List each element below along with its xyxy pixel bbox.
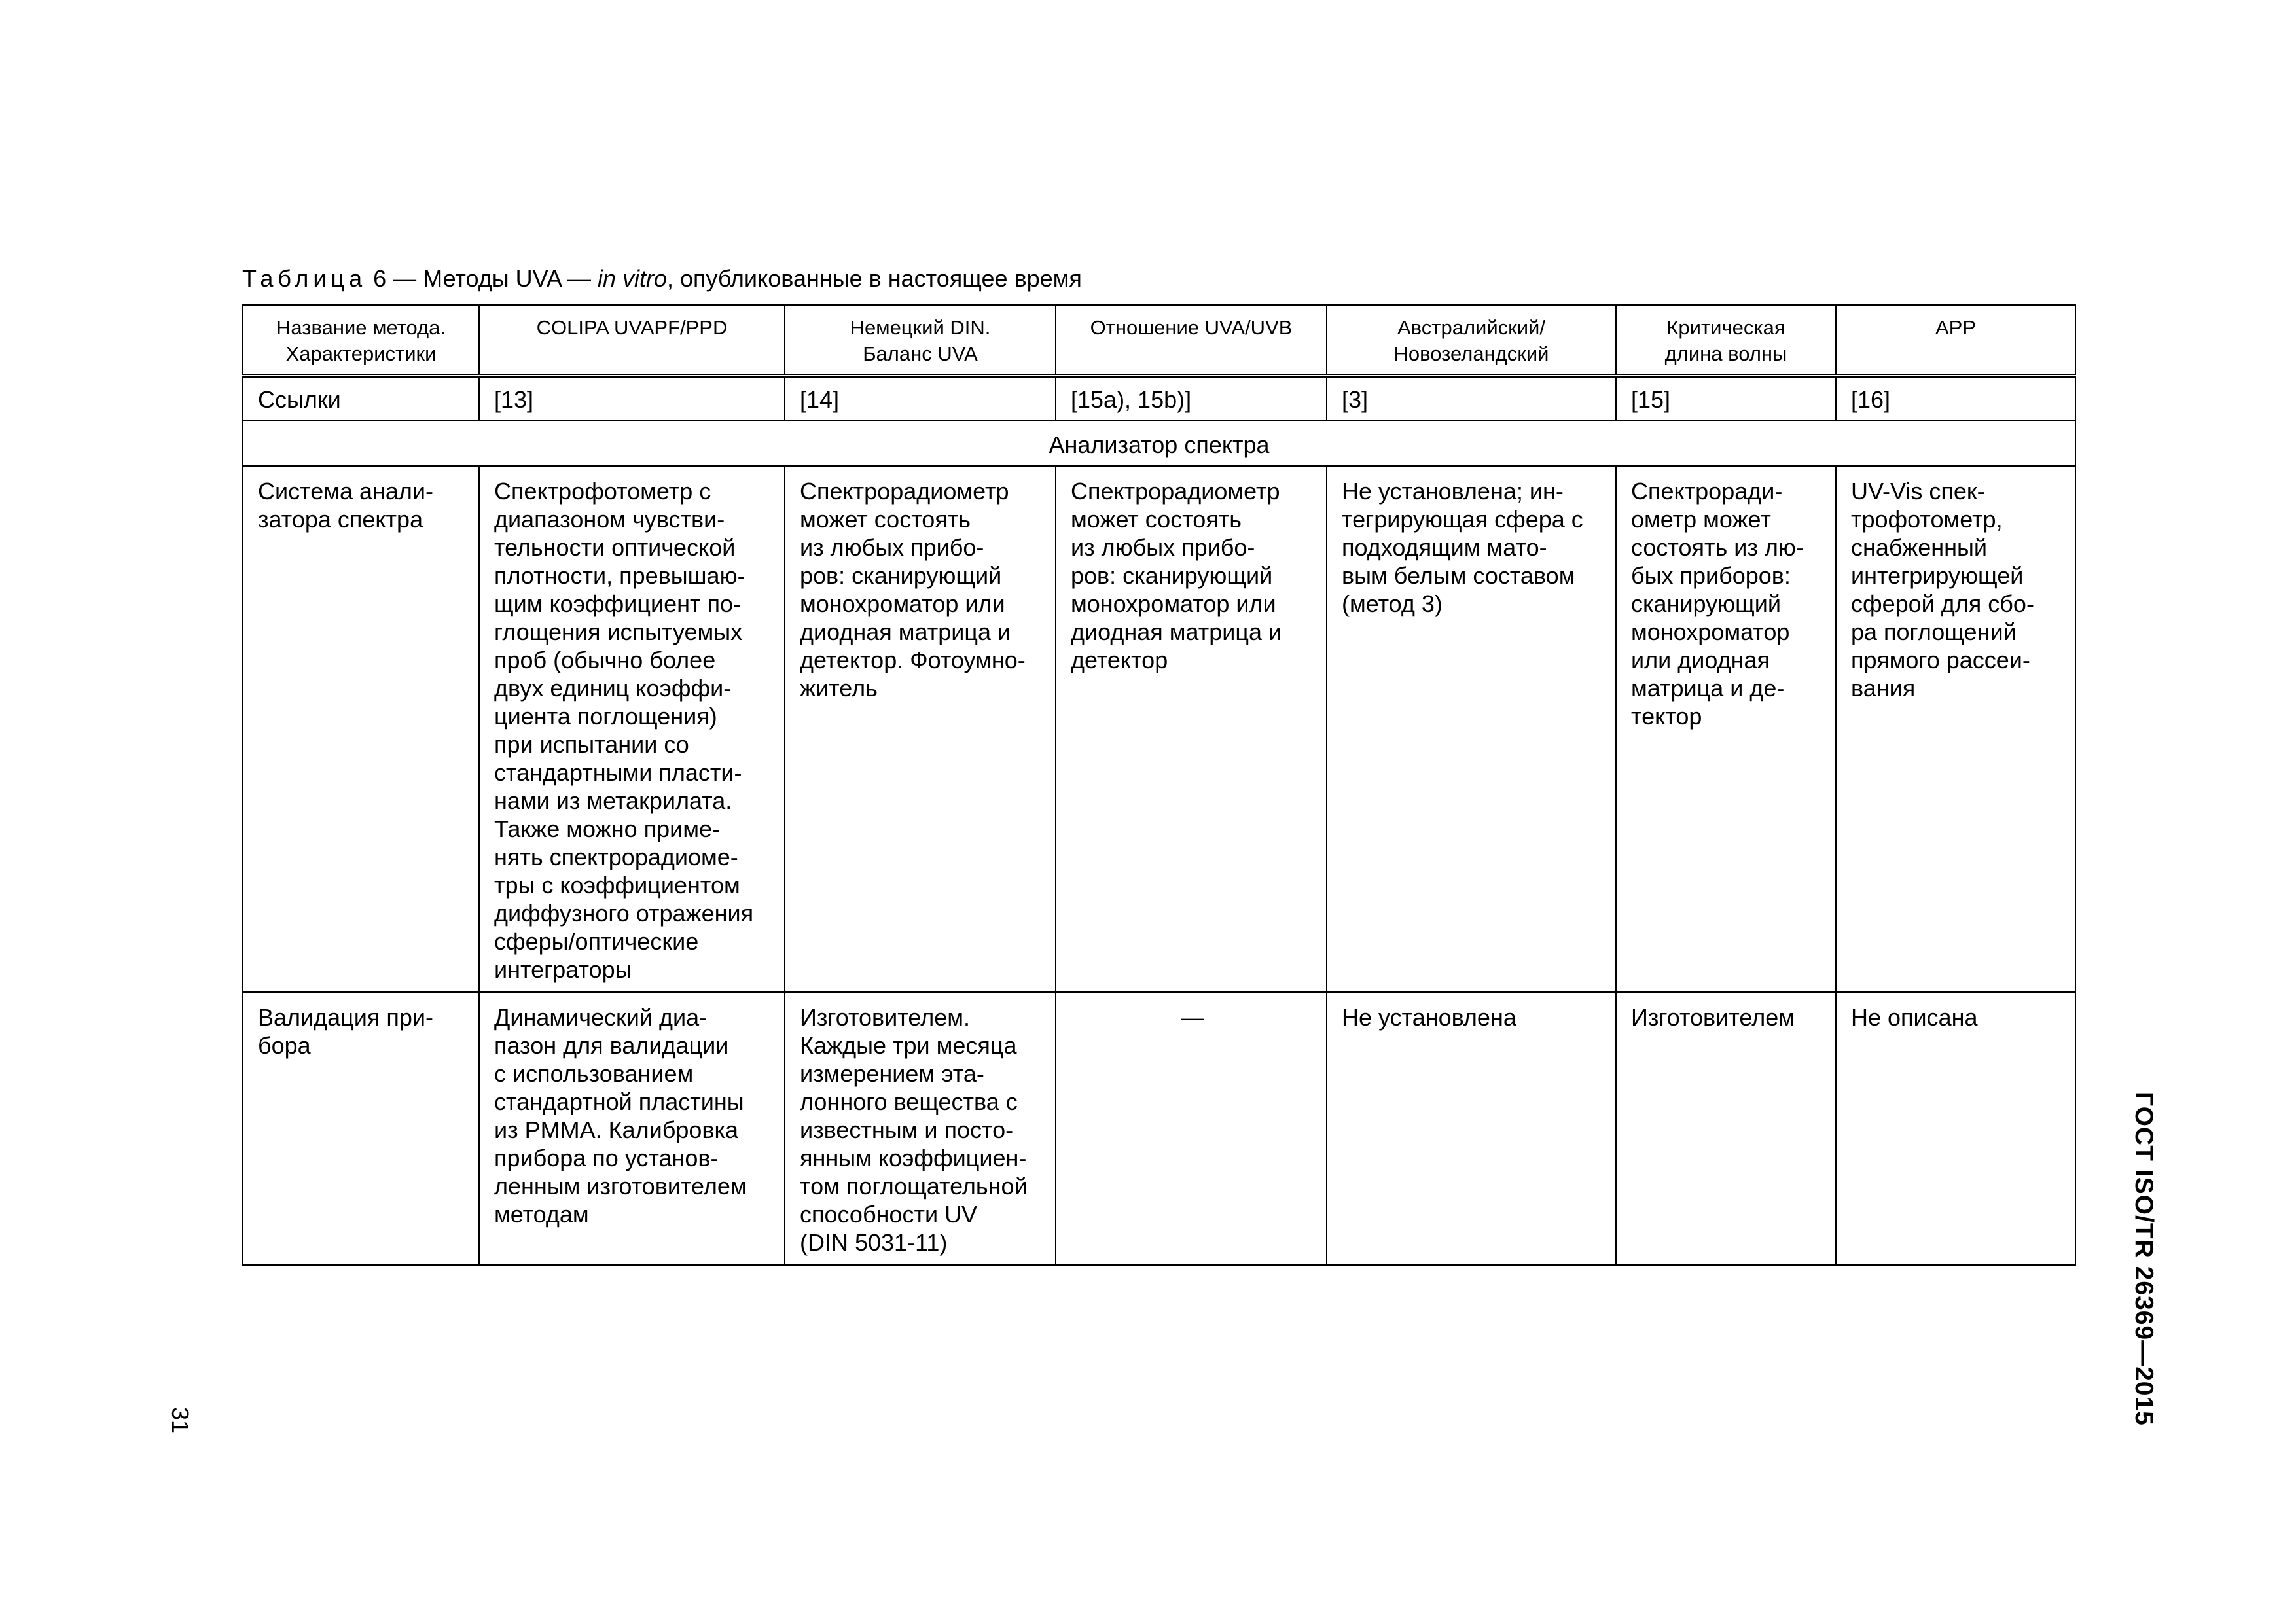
page-number: 31 (167, 1407, 194, 1434)
header-uva-uvb-ratio: Отношение UVA/UVB (1056, 305, 1327, 376)
table-cell: [14] (785, 376, 1056, 421)
caption-italic: in vitro (597, 265, 667, 292)
table-caption (242, 263, 1082, 294)
header-colipa: COLIPA UVAPF/PPD (479, 305, 785, 376)
caption-suffix: , опубликованные в настоящее время (667, 265, 1082, 292)
table-cell: Ссылки (243, 376, 479, 421)
header-row (243, 305, 2075, 376)
table-cell: [15] (1616, 376, 1836, 421)
table-cell: Система анали- затора спектра (243, 466, 479, 992)
header-critical-wavelength: Критическая длина волны (1616, 305, 1836, 376)
table-cell: Динамический диа- пазон для валидации с использованием стандартной пластины из PMMA. Калибровка прибора по установ- ленным изготовителем методам (479, 992, 785, 1265)
table-cell: Не установлена; ин- тегрирующая сфера с подходящим мато- вым белым составом (метод 3) (1327, 466, 1616, 992)
table-cell: Спектрофотометр с диапазоном чувстви- тельности оптической плотности, превышаю- щим коэффициент по- глощения испытуемых проб (обычно более двух единиц коэффи- циента поглощения) при испытании со стандартными пласти- нами из метакрилата. Также можно приме- нять спектрорадиоме- тры с коэффициентом диффузного отражения сферы/оптические интеграторы (479, 466, 785, 992)
table-cell: — (1056, 992, 1327, 1265)
caption-number: 6 — Методы UVA — (367, 265, 598, 292)
table-cell: Не описана (1836, 992, 2075, 1265)
table-row (243, 992, 2075, 1265)
section-title: Анализатор спектра (243, 421, 2075, 466)
table-cell: Спектрорадиометр может состоять из любых прибо- ров: сканирующий монохроматор или диодная матрица и детектор (1056, 466, 1327, 992)
standard-code: ГОСТ ISO/TR 26369—2015 (2130, 1092, 2158, 1426)
header-method-name: Название метода. Характеристики (243, 305, 479, 376)
table-cell: [16] (1836, 376, 2075, 421)
table-cell: [13] (479, 376, 785, 421)
caption-label: Таблица (242, 265, 367, 292)
table-cell: Изготовителем (1616, 992, 1836, 1265)
table-cell: Изготовителем. Каждые три месяца измерением эта- лонного вещества с известным и посто- янным коэффициен- том поглощательной способности UV (DIN 5031-11) (785, 992, 1056, 1265)
table-cell: [15a), 15b)] (1056, 376, 1327, 421)
table-row (243, 466, 2075, 992)
section-row (243, 421, 2075, 466)
header-german-din: Немецкий DIN. Баланс UVA (785, 305, 1056, 376)
references-row (243, 376, 2075, 421)
table-cell: [3] (1327, 376, 1616, 421)
table-cell: UV-Vis спек- трофотометр, снабженный интегрирующей сферой для сбо- ра поглощений прямого рассеи- вания (1836, 466, 2075, 992)
table-cell: Не установлена (1327, 992, 1616, 1265)
table-cell: Спектрорадиометр может состоять из любых прибо- ров: сканирующий монохроматор или диодная матрица и детектор. Фотоумно- житель (785, 466, 1056, 992)
table-cell: Валидация при- бора (243, 992, 479, 1265)
header-australian: Австралийский/ Новозеландский (1327, 305, 1616, 376)
table-cell: Спектроради- ометр может состоять из лю- бых приборов: сканирующий монохроматор или диодная матрица и де- тектор (1616, 466, 1836, 992)
uva-methods-table (242, 304, 2076, 1266)
header-app: APP (1836, 305, 2075, 376)
